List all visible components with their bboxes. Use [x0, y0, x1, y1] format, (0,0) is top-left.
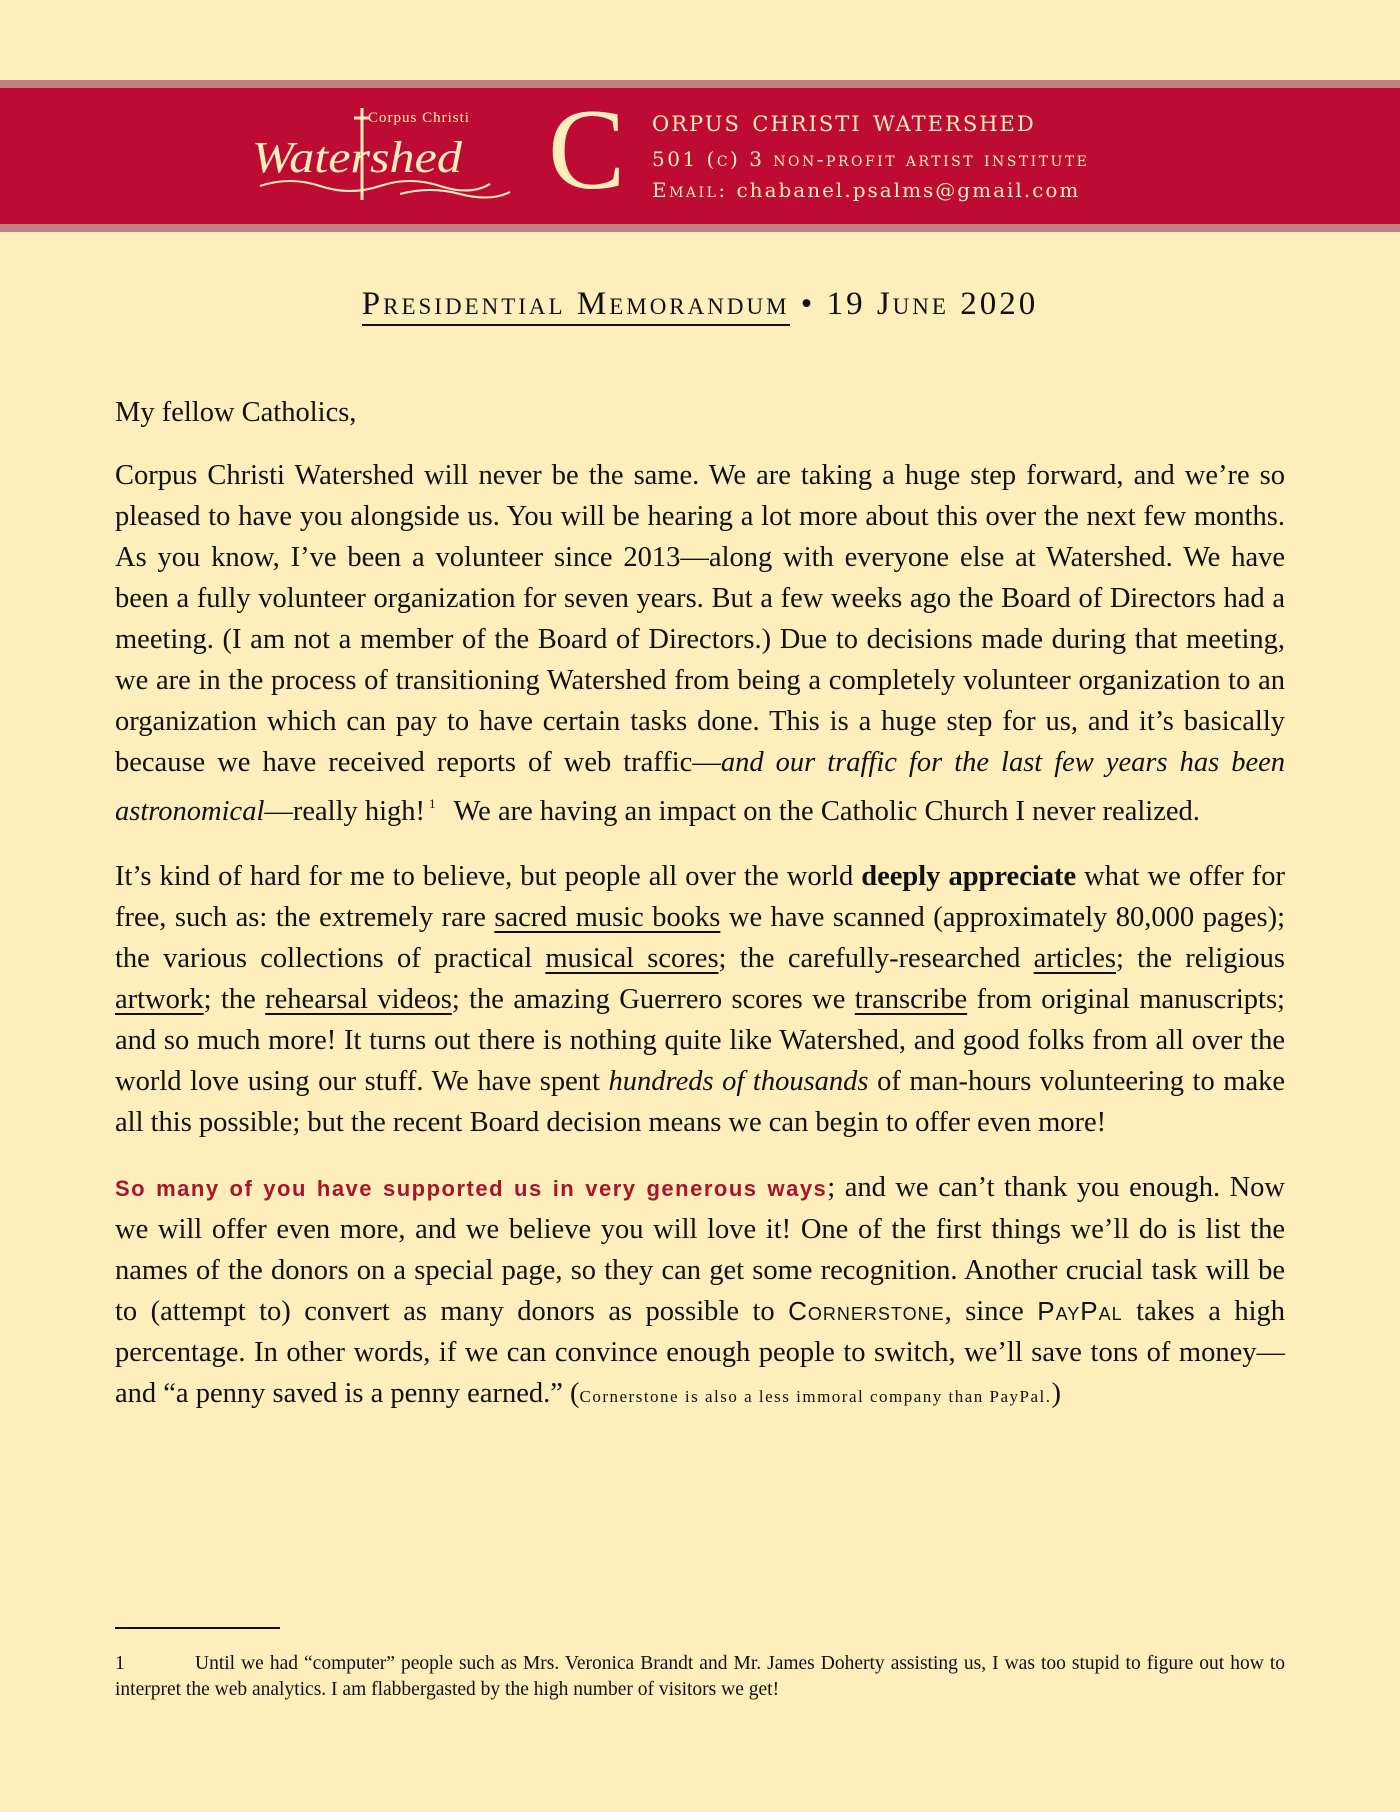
link-rehearsal-videos[interactable]: rehearsal videos	[265, 984, 452, 1015]
p3-highlight: So many of you have supported us in very generous ways	[115, 1176, 828, 1201]
org-initial: C	[548, 86, 626, 214]
paragraph-3	[115, 1167, 1285, 1417]
p2-text-h: from original manuscripts; and so much more! It turns out there is nothing quite like Watershed, and good folks from all over the world love using our stuff. We have spent	[115, 984, 1285, 1097]
p1-text-a: Corpus Christi Watershed will never be the same. We are taking a huge step forward, and we’re so pleased to have you alongside us. You will be hearing a lot more about this over the next few months. As you know, I’ve been a volunteer since 2013—along with everyone else at Watershed. We have been a fully volunteer organization for seven years. But a few weeks ago the Board of Directors had a meeting. (I am not a member of the Board of Directors.) Due to decisions made during that meeting, we are in the process of transitioning Watershed from being a completely volunteer organization to an organization which can pay to have certain tasks done. This is a huge step for us, and it’s basically because we have received reports of web traffic—	[115, 460, 1285, 778]
p1-italic: and our traffic for the last few years has been astronomical	[115, 747, 1285, 827]
p3-paren-open: (	[570, 1378, 580, 1409]
link-artwork[interactable]: artwork	[115, 984, 204, 1015]
org-email-line	[652, 174, 1089, 206]
org-subtitle: 501 (c) 3 non-profit artist institute	[652, 147, 1090, 171]
memo-title: Presidential Memorandum	[362, 286, 790, 326]
p3-text-c: takes a high percentage. In other words, if we can convince enough people to switch, we’ll save tons of money—and “a penny saved is a penny earned.”	[115, 1296, 1286, 1409]
watershed-logo-mark	[250, 100, 530, 215]
paypal-name: PayPal	[1037, 1296, 1123, 1326]
p2-italic: hundreds of thousands	[608, 1066, 869, 1097]
org-title: orpus christi watershed	[652, 104, 1036, 139]
logo-small-text: Corpus Christi	[368, 110, 470, 126]
p3-text-a: ; and we can’t thank you enough. Now we will offer even more, and we believe you will love it! One of the first things we’ll do is list the names of the donors on a special page, so they can get some recognition. Another crucial task will be to (attempt to) convert as many donors as possible to	[115, 1172, 1285, 1327]
p2-text-g: ; the amazing Guerrero scores we	[451, 984, 855, 1015]
p3-paren-close: )	[1051, 1378, 1062, 1409]
memo-separator: •	[789, 286, 827, 322]
footnote-ref[interactable]: 1	[429, 796, 436, 811]
p2-text-d: ; the carefully-researched	[718, 943, 1034, 974]
p1-text-c: We are having an impact on the Catholic Church I never realized.	[453, 796, 1200, 827]
email-label: Email:	[652, 178, 728, 202]
footnote-number: 1	[115, 1653, 125, 1674]
link-musical-scores[interactable]: musical scores	[545, 943, 719, 974]
p2-text-f: ; the	[203, 984, 266, 1015]
p3-paren-text: Cornerstone is also a less immoral company than PayPal.	[579, 1387, 1052, 1406]
p1-text-b: —really high!	[264, 796, 426, 827]
paragraph-2	[115, 856, 1285, 1143]
logo-word: Watershed	[252, 133, 464, 182]
org-info	[652, 104, 1089, 206]
p2-text-c: we have scanned (approximately 80,000 pages); the various collections of practical	[115, 902, 1285, 974]
greeting: My fellow Catholics,	[115, 397, 357, 428]
memo-heading	[0, 286, 1400, 323]
p2-text-i: of man-hours volunteering to make all this possible; but the recent Board decision means we can begin to offer even more!	[115, 1066, 1285, 1138]
memo-date: 19 June 2020	[826, 286, 1039, 322]
letter-body	[115, 392, 1285, 1441]
watershed-logo	[250, 100, 530, 215]
footnote	[115, 1651, 1285, 1703]
footnote-text: Until we had “computer” people such as Mrs. Veronica Brandt and Mr. James Doherty assisting us, I was too stupid to figure out how to interpret the web analytics. I am flabbergasted by the high number of visitors we get!	[115, 1653, 1285, 1700]
link-articles[interactable]: articles	[1033, 943, 1116, 974]
p2-text-a: It’s kind of hard for me to believe, but people all over the world	[115, 861, 862, 892]
p2-text-e: ; the religious	[1115, 943, 1285, 974]
cornerstone-name: Cornerstone	[788, 1296, 945, 1326]
link-sacred-music-books[interactable]: sacred music books	[494, 902, 721, 933]
p3-text-b: , since	[944, 1296, 1038, 1327]
link-transcribe[interactable]: transcribe	[854, 984, 968, 1015]
footnote-divider	[115, 1627, 280, 1629]
p2-bold: deeply appreciate	[861, 861, 1077, 892]
paragraph-1	[115, 455, 1285, 832]
email-address[interactable]: chabanel.psalms@gmail.com	[736, 178, 1081, 202]
p2-text-b: what we offer for free, such as: the extremely rare	[115, 861, 1285, 933]
